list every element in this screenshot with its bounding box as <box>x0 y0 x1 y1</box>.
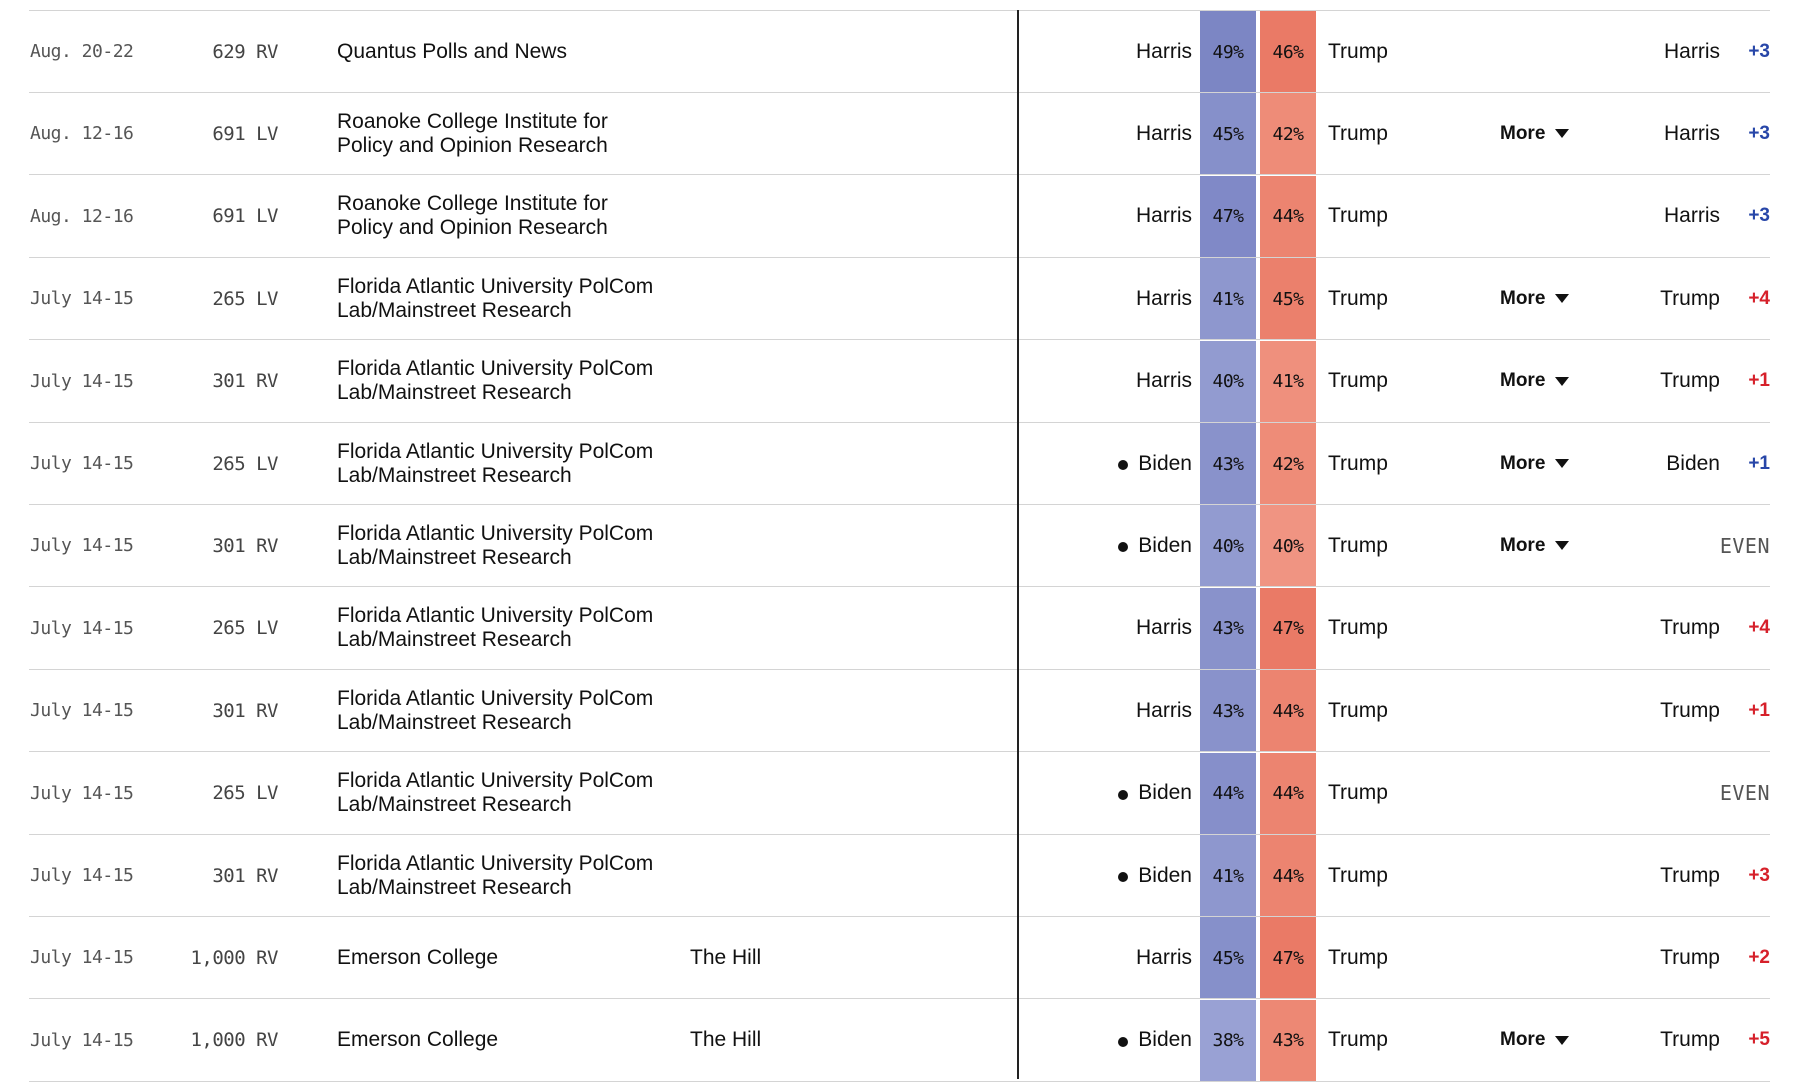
dem-percent-cell: 45% <box>1200 917 1256 999</box>
dem-percent-cell: 44% <box>1200 753 1256 835</box>
caret-down-icon[interactable] <box>1555 459 1569 468</box>
left-candidate <box>1060 835 1192 916</box>
poll-row <box>0 176 1800 258</box>
right-candidate: Trump <box>1328 945 1388 969</box>
right-candidate: Trump <box>1328 698 1388 722</box>
net-margin: +1 <box>1748 699 1770 721</box>
poll-dates: July 14-15 <box>30 288 134 310</box>
dropped-candidate-dot-icon <box>1118 460 1128 470</box>
right-candidate: Trump <box>1328 39 1388 63</box>
rep-percent-cell: 41% <box>1260 341 1316 423</box>
caret-down-icon[interactable] <box>1555 129 1569 138</box>
poll-dates: July 14-15 <box>30 1029 134 1051</box>
pollster-name[interactable]: Florida Atlantic University PolCom Lab/Mainstreet Research <box>337 851 654 899</box>
net-margin: +3 <box>1748 40 1770 62</box>
more-button-label[interactable]: More <box>1500 1029 1546 1051</box>
more-button-label[interactable]: More <box>1500 534 1546 556</box>
leader-name: Trump <box>1660 616 1720 640</box>
poll-dates: July 14-15 <box>30 370 134 392</box>
pollster-name[interactable]: Florida Atlantic University PolCom Lab/Mainstreet Research <box>337 357 654 405</box>
leader-name: EVEN <box>1719 781 1770 806</box>
right-candidate: Trump <box>1328 533 1388 557</box>
leader-name: Trump <box>1660 945 1720 969</box>
sample-size: 265 LV <box>212 452 278 475</box>
pollster-name[interactable]: Emerson College <box>337 1028 499 1052</box>
left-candidate-label: Harris <box>1136 616 1192 640</box>
left-candidate <box>1060 423 1192 504</box>
rep-percent-cell: 45% <box>1260 258 1316 340</box>
poll-row <box>0 505 1800 587</box>
dem-percent-cell: 41% <box>1200 258 1256 340</box>
net-margin: +1 <box>1748 452 1770 474</box>
sample-size: 301 RV <box>212 864 278 887</box>
more-button-label[interactable]: More <box>1500 370 1546 392</box>
rep-percent-cell: 47% <box>1260 917 1316 999</box>
left-candidate <box>1060 505 1192 586</box>
poll-dates: July 14-15 <box>30 535 134 557</box>
caret-down-icon[interactable] <box>1555 294 1569 303</box>
leader-name: EVEN <box>1719 533 1770 558</box>
dem-percent-cell: 47% <box>1200 176 1256 258</box>
caret-down-icon[interactable] <box>1555 1036 1569 1045</box>
pollster-name[interactable]: Roanoke College Institute for Policy and Opinion Research <box>337 192 608 240</box>
net-margin: +3 <box>1748 122 1770 144</box>
net-margin: +5 <box>1748 1029 1770 1051</box>
dropped-candidate-dot-icon <box>1118 542 1128 552</box>
leader-name: Trump <box>1660 698 1720 722</box>
net-margin: +3 <box>1748 205 1770 227</box>
left-candidate-label: Harris <box>1136 369 1192 393</box>
pollster-name[interactable]: Florida Atlantic University PolCom Lab/Mainstreet Research <box>337 439 654 487</box>
poll-dates: Aug. 12-16 <box>30 205 134 227</box>
left-candidate-label: Biden <box>1138 781 1192 805</box>
rep-percent-cell: 44% <box>1260 176 1316 258</box>
dem-percent-cell: 43% <box>1200 670 1256 752</box>
rep-percent-cell: 44% <box>1260 670 1316 752</box>
poll-dates: Aug. 12-16 <box>30 123 134 145</box>
pollster-name[interactable]: Quantus Polls and News <box>337 39 567 63</box>
dem-percent-cell: 38% <box>1200 1000 1256 1082</box>
right-candidate: Trump <box>1328 616 1388 640</box>
leader-name: Trump <box>1660 1028 1720 1052</box>
pollster-name[interactable]: Florida Atlantic University PolCom Lab/Mainstreet Research <box>337 686 654 734</box>
leader-name: Harris <box>1664 204 1720 228</box>
net-margin: +2 <box>1748 946 1770 968</box>
rep-percent-cell: 46% <box>1260 11 1316 93</box>
left-candidate-label: Biden <box>1138 533 1192 557</box>
sample-size: 265 LV <box>212 782 278 805</box>
leader-name: Harris <box>1664 39 1720 63</box>
right-candidate: Trump <box>1328 121 1388 145</box>
right-candidate: Trump <box>1328 863 1388 887</box>
net-margin: +4 <box>1748 287 1770 309</box>
sample-size: 629 RV <box>212 40 278 63</box>
left-candidate-label: Harris <box>1136 698 1192 722</box>
sample-size: 691 LV <box>212 122 278 145</box>
left-candidate <box>1060 93 1192 174</box>
sponsor-name[interactable]: The Hill <box>690 945 762 969</box>
right-candidate: Trump <box>1328 451 1388 475</box>
left-candidate <box>1060 258 1192 339</box>
poll-row <box>0 341 1800 423</box>
dem-percent-cell: 49% <box>1200 11 1256 93</box>
sample-size: 265 LV <box>212 287 278 310</box>
dropped-candidate-dot-icon <box>1118 790 1128 800</box>
more-button-label[interactable]: More <box>1500 122 1546 144</box>
left-candidate-label: Harris <box>1136 39 1192 63</box>
left-candidate <box>1060 753 1192 834</box>
sample-size: 301 RV <box>212 699 278 722</box>
poll-dates: July 14-15 <box>30 617 134 639</box>
leader-name: Biden <box>1666 451 1720 475</box>
dem-percent-cell: 43% <box>1200 588 1256 670</box>
column-divider <box>1017 10 1019 1079</box>
dem-percent-cell: 40% <box>1200 341 1256 423</box>
left-candidate-label: Harris <box>1136 121 1192 145</box>
right-candidate: Trump <box>1328 204 1388 228</box>
poll-row <box>0 753 1800 835</box>
leader-name: Harris <box>1664 121 1720 145</box>
dropped-candidate-dot-icon <box>1118 872 1128 882</box>
left-candidate <box>1060 11 1192 92</box>
net-margin: +3 <box>1748 864 1770 886</box>
sample-size: 301 RV <box>212 370 278 393</box>
rep-percent-cell: 47% <box>1260 588 1316 670</box>
rep-percent-cell: 43% <box>1260 1000 1316 1082</box>
dem-percent-cell: 40% <box>1200 505 1256 587</box>
left-candidate-label: Biden <box>1138 451 1192 475</box>
more-button-label[interactable]: More <box>1500 287 1546 309</box>
poll-dates: Aug. 20-22 <box>30 41 134 62</box>
poll-row <box>0 11 1800 93</box>
more-button[interactable] <box>1500 505 1620 586</box>
sponsor-name[interactable]: The Hill <box>690 1028 762 1052</box>
rep-percent-cell: 44% <box>1260 835 1316 917</box>
left-candidate <box>1060 1000 1192 1081</box>
pollster-name[interactable]: Florida Atlantic University PolCom Lab/Mainstreet Research <box>337 274 654 322</box>
left-candidate-label: Harris <box>1136 204 1192 228</box>
poll-dates: July 14-15 <box>30 865 134 886</box>
sample-size: 691 LV <box>212 205 278 228</box>
pollster-name[interactable]: Emerson College <box>337 945 499 969</box>
more-button-label[interactable]: More <box>1500 452 1546 474</box>
right-candidate: Trump <box>1328 286 1388 310</box>
pollster-name[interactable]: Florida Atlantic University PolCom Lab/Mainstreet Research <box>337 769 654 817</box>
dem-percent-cell: 43% <box>1200 423 1256 505</box>
left-candidate-label: Harris <box>1136 286 1192 310</box>
poll-row <box>0 917 1800 999</box>
pollster-name[interactable]: Florida Atlantic University PolCom Lab/Mainstreet Research <box>337 521 654 569</box>
poll-row <box>0 258 1800 340</box>
sample-size: 1,000 RV <box>190 946 278 969</box>
rep-percent-cell: 42% <box>1260 93 1316 175</box>
caret-down-icon[interactable] <box>1555 377 1569 386</box>
leader-name: Trump <box>1660 286 1720 310</box>
caret-down-icon[interactable] <box>1555 541 1569 550</box>
right-candidate: Trump <box>1328 369 1388 393</box>
leader-name: Trump <box>1660 863 1720 887</box>
poll-row <box>0 670 1800 752</box>
poll-dates: July 14-15 <box>30 453 134 474</box>
pollster-name[interactable]: Florida Atlantic University PolCom Lab/Mainstreet Research <box>337 604 654 652</box>
left-candidate-label: Biden <box>1138 863 1192 887</box>
left-candidate <box>1060 917 1192 998</box>
left-candidate <box>1060 176 1192 257</box>
poll-dates: July 14-15 <box>30 700 134 722</box>
poll-dates: July 14-15 <box>30 947 134 969</box>
poll-row <box>0 835 1800 917</box>
rep-percent-cell: 42% <box>1260 423 1316 505</box>
poll-row <box>0 93 1800 175</box>
poll-row <box>0 588 1800 670</box>
left-candidate <box>1060 341 1192 422</box>
leader-name: Trump <box>1660 369 1720 393</box>
poll-row <box>0 423 1800 505</box>
left-candidate-label: Biden <box>1138 1028 1192 1052</box>
rep-percent-cell: 40% <box>1260 505 1316 587</box>
net-margin: +1 <box>1748 370 1770 392</box>
sample-size: 1,000 RV <box>190 1029 278 1052</box>
dem-percent-cell: 41% <box>1200 835 1256 917</box>
dropped-candidate-dot-icon <box>1118 1037 1128 1047</box>
poll-row <box>0 1000 1800 1082</box>
sample-size: 301 RV <box>212 534 278 557</box>
poll-dates: July 14-15 <box>30 782 134 804</box>
right-candidate: Trump <box>1328 781 1388 805</box>
right-candidate: Trump <box>1328 1028 1388 1052</box>
pollster-name[interactable]: Roanoke College Institute for Policy and Opinion Research <box>337 109 608 157</box>
left-candidate <box>1060 588 1192 669</box>
left-candidate-label: Harris <box>1136 945 1192 969</box>
net-margin: +4 <box>1748 617 1770 639</box>
left-candidate <box>1060 670 1192 751</box>
sample-size: 265 LV <box>212 617 278 640</box>
dem-percent-cell: 45% <box>1200 93 1256 175</box>
rep-percent-cell: 44% <box>1260 753 1316 835</box>
